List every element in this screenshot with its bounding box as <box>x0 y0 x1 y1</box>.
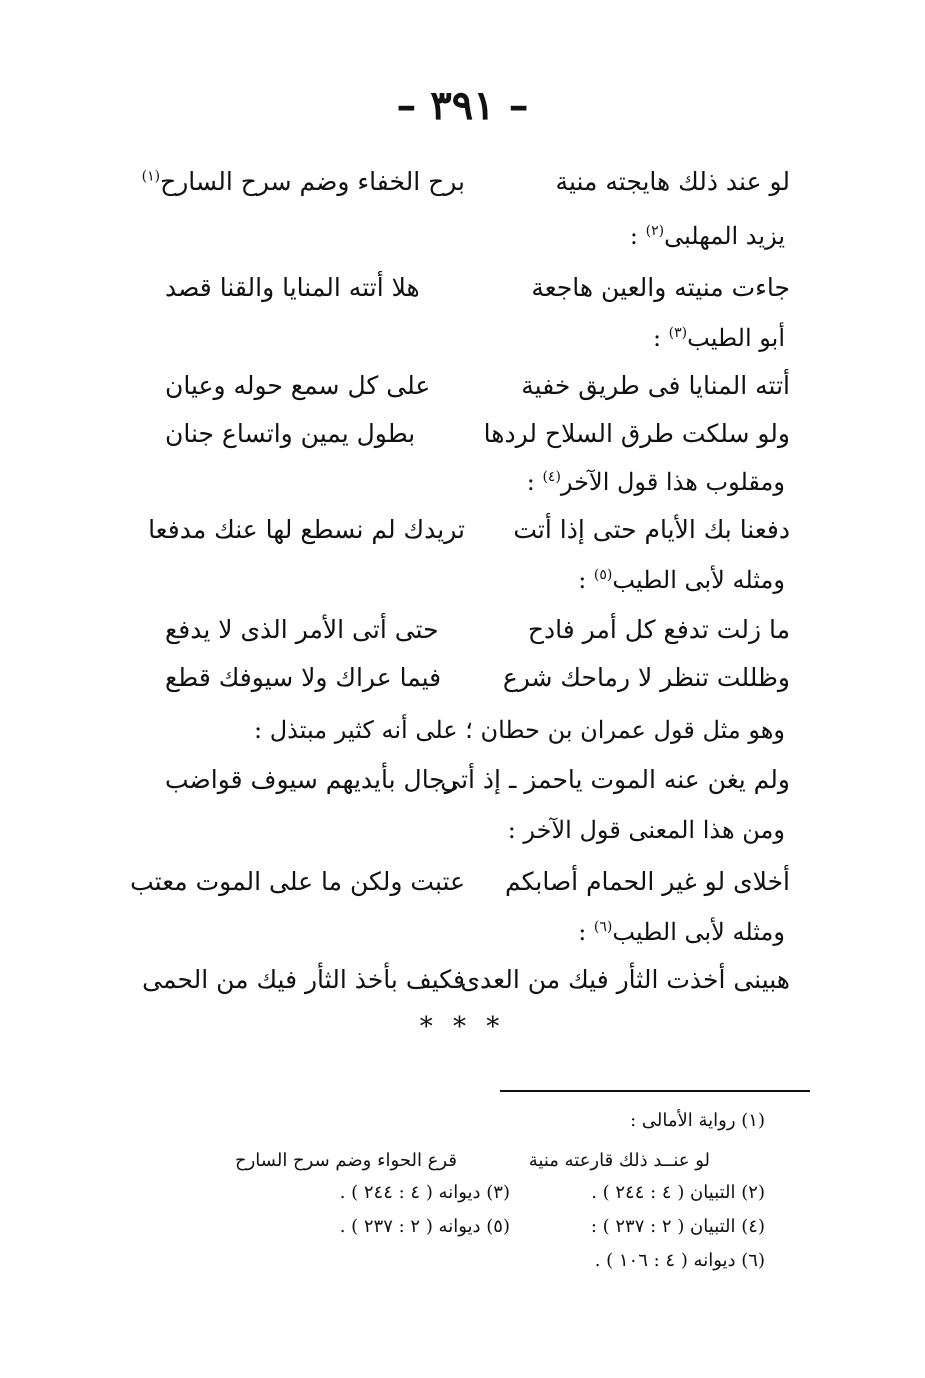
prose-colon: : <box>652 324 662 352</box>
verse-second-hemistich: بطول يمين واتساع جنان <box>165 419 416 448</box>
footnote-5: (٥) ديوانه ( ٢ : ٢٣٧ ) . <box>339 1216 510 1237</box>
verse-first-hemistich: هبينى أخذت الثأر فيك من العدى <box>460 965 790 994</box>
prose-line <box>145 460 785 504</box>
verse-line <box>148 508 790 552</box>
verse-second-hemistich: حتى أتى الأمر الذى لا يدفع <box>165 615 439 644</box>
prose-line <box>145 708 785 752</box>
footnote-ref: (٣) <box>668 325 688 341</box>
prose-text: أبو الطيب <box>687 324 785 352</box>
verse-second-text: برح الخفاء وضم سرح السارح <box>160 167 465 196</box>
prose-colon: : <box>629 222 638 250</box>
verse-first-hemistich: أخلاى لو غير الحمام أصابكم <box>504 867 790 896</box>
verse-line <box>141 160 790 204</box>
prose-line <box>145 316 785 360</box>
section-separator: * * * <box>419 1012 506 1042</box>
footnote-1-verse-second: قرع الحواء وضم سرح السارح <box>235 1150 457 1171</box>
prose-colon: : <box>578 566 587 594</box>
footnote-3: (٣) ديوانه ( ٤ : ٢٤٤ ) . <box>339 1182 510 1203</box>
verse-line <box>130 860 790 904</box>
prose-line <box>145 910 785 954</box>
verse-first-hemistich: وظللت تنظر لا رماحك شرع <box>502 663 790 692</box>
prose-colon: : <box>526 468 535 496</box>
footnote-1-verse-first: لو عنــد ذلك قارعته منية <box>528 1150 710 1171</box>
verse-first-hemistich: أتته المنايا فى طريق خفية <box>521 371 790 400</box>
verse-line <box>165 758 790 802</box>
verse-first-hemistich: ولو سلكت طرق السلاح لردها <box>483 419 790 448</box>
footnote-ref: (٥) <box>593 567 613 583</box>
verse-second-hemistich: على كل سمع حوله وعيان <box>165 371 431 400</box>
verse-line <box>165 608 790 652</box>
verse-second-hemistich: تريدك لم نسطع لها عنك مدفعا <box>148 515 465 544</box>
footnote-ref: (٦) <box>593 919 613 935</box>
footnote-ref: (١) <box>141 168 161 185</box>
prose-colon: : <box>578 918 587 946</box>
verse-line <box>165 364 790 408</box>
verse-line <box>165 656 790 700</box>
verse-second-hemistich <box>141 160 465 204</box>
prose-text: ومن هذا المعنى قول الآخر : <box>507 816 785 844</box>
verse-first-hemistich: لو عند ذلك هايجته منية <box>555 167 790 196</box>
verse-first-hemistich: دفعنا بك الأيام حتى إذا أتت <box>513 515 790 544</box>
prose-text: ومثله لأبى الطيب <box>612 918 785 946</box>
footnote-2: (٢) التبيان ( ٤ : ٢٤٤ ) . <box>591 1182 765 1203</box>
prose-text: يزيد المهلبى <box>664 222 785 250</box>
verse-second-hemistich: رجال بأيديهم سيوف قواضب <box>165 765 457 794</box>
prose-text: وهو مثل قول عمران بن حطان ؛ على أنه كثير مبتذل : <box>253 716 785 744</box>
page-number: – ٣٩١ – <box>396 82 529 129</box>
prose-text: ومثله لأبى الطيب <box>612 566 785 594</box>
footnote-4: (٤) التبيان ( ٢ : ٢٣٧ ) : <box>590 1216 765 1237</box>
verse-line <box>142 958 790 1002</box>
footnote-6: (٦) ديوانه ( ٤ : ١٠٦ ) . <box>594 1250 765 1271</box>
prose-text: ومقلوب هذا قول الآخر <box>560 468 785 496</box>
prose-line <box>145 558 785 602</box>
prose-line <box>145 808 785 852</box>
verse-second-hemistich: عتبت ولكن ما على الموت معتب <box>130 867 465 896</box>
verse-second-hemistich: فكيف بأخذ الثأر فيك من الحمى <box>142 965 465 994</box>
footnote-rule <box>500 1090 810 1092</box>
footnote-ref: (٢) <box>645 223 665 239</box>
verse-first-hemistich: ما زلت تدفع كل أمر فادح <box>527 615 790 644</box>
footnote-1-label: (١) رواية الأمالى : <box>630 1110 765 1131</box>
verse-first-hemistich: ولم يغن عنه الموت ياحمز ـ إذ أتى <box>440 765 790 794</box>
verse-first-hemistich: جاءت منيته والعين هاجعة <box>531 273 790 302</box>
verse-line <box>165 266 790 310</box>
verse-second-hemistich: فيما عراك ولا سيوفك قطع <box>165 663 442 692</box>
footnote-ref: (٤) <box>542 469 561 485</box>
verse-line <box>165 412 790 456</box>
prose-line <box>145 214 785 258</box>
verse-second-hemistich: هلا أتته المنايا والقنا قصد <box>165 273 420 302</box>
